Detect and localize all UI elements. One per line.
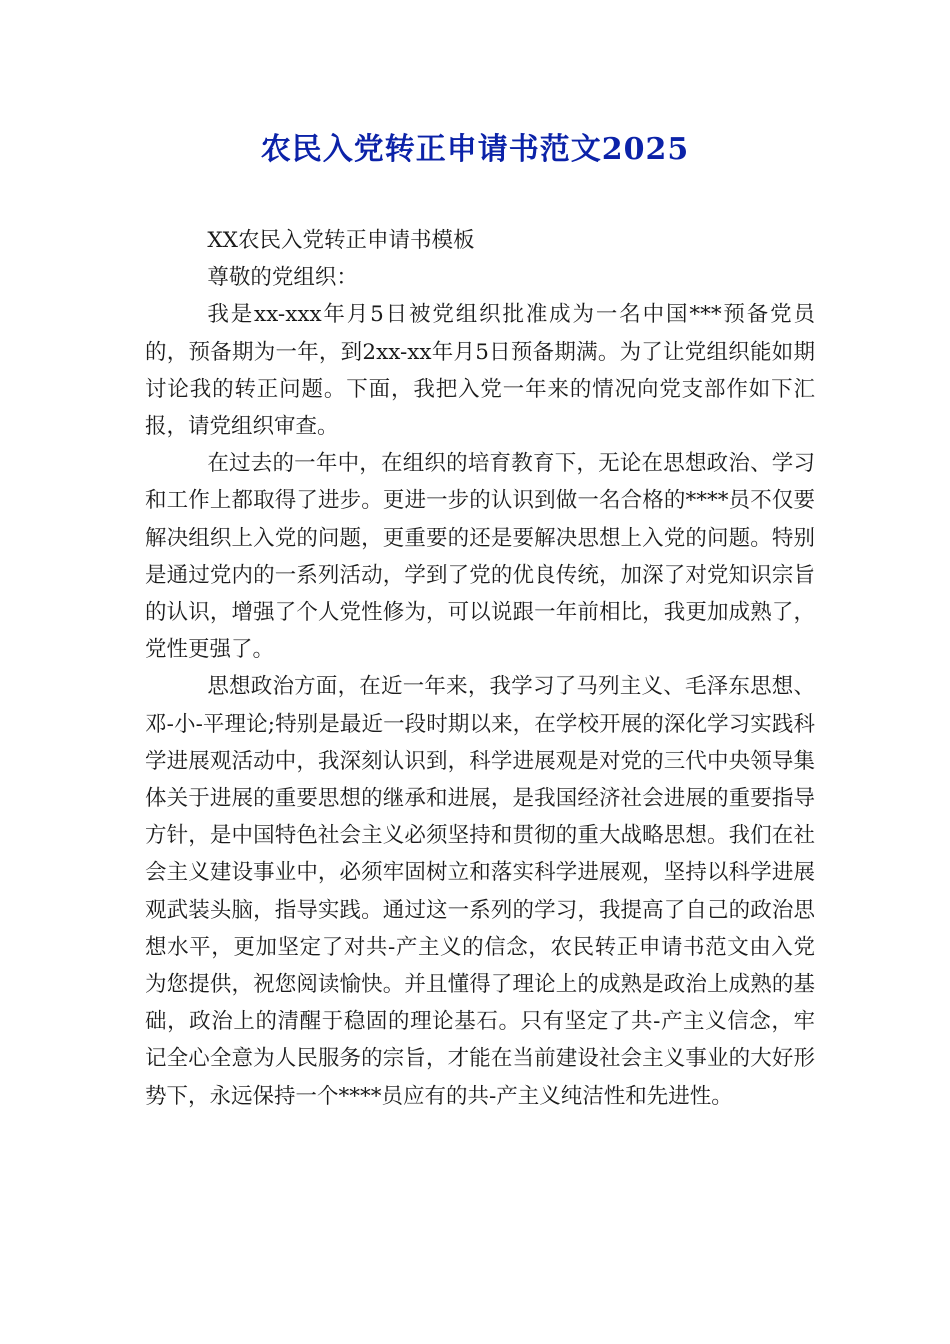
document-body: [145, 222, 815, 1115]
paragraph-political-thought: 思想政治方面，在近一年来，我学习了马列主义、毛泽东思想、邓-小-平理论;特别是最近一段时期以来，在学校开展的深化学习实践科学进展观活动中，我深刻认识到，科学进展观是对党的三代中央领导集体关于进展的重要思想的继承和进展，是我国经济社会进展的重要指导方针，是中国特色社会主义必须坚持和贯彻的重大战略思想。我们在社会主义建设事业中，必须牢固树立和落实科学进展观，坚持以科学进展观武装头脑，指导实践。通过这一系列的学习，我提高了自己的政治思想水平，更加坚定了对共-产主义的信念，农民转正申请书范文由入党为您提供，祝您阅读愉快。并且懂得了理论上的成熟是政治上成熟的基础，政治上的清醒于稳固的理论基石。只有坚定了共-产主义信念，牢记全心全意为人民服务的宗旨，才能在当前建设社会主义事业的大好形势下，永远保持一个****员应有的共-产主义纯洁性和先进性。: [145, 674, 815, 1109]
document-title: 农民入党转正申请书范文2025: [260, 132, 690, 167]
paragraph-progress: 在过去的一年中，在组织的培育教育下，无论在思想政治、学习和工作上都取得了进步。更进一步的认识到做一名合格的****员不仅要解决组织上入党的问题，更重要的还是要解决思想上入党的问题。特别是通过党内的一系列活动，学到了党的优良传统，加深了对党知识宗旨的认识，增强了个人党性修为，可以说跟一年前相比，我更加成熟了，党性更强了。: [145, 451, 815, 663]
salutation: 尊敬的党组织：: [207, 265, 358, 291]
paragraph-appointment: 我是xx-xxx年月5日被党组织批准成为一名中国***预备党员的，预备期为一年，到2xx-xx年月5日预备期满。为了让党组织能如期讨论我的转正问题。下面，我把入党一年来的情况向党支部作如下汇报，请党组织审查。: [145, 302, 815, 440]
document-subtitle: XX农民入党转正申请书模板: [207, 228, 475, 253]
